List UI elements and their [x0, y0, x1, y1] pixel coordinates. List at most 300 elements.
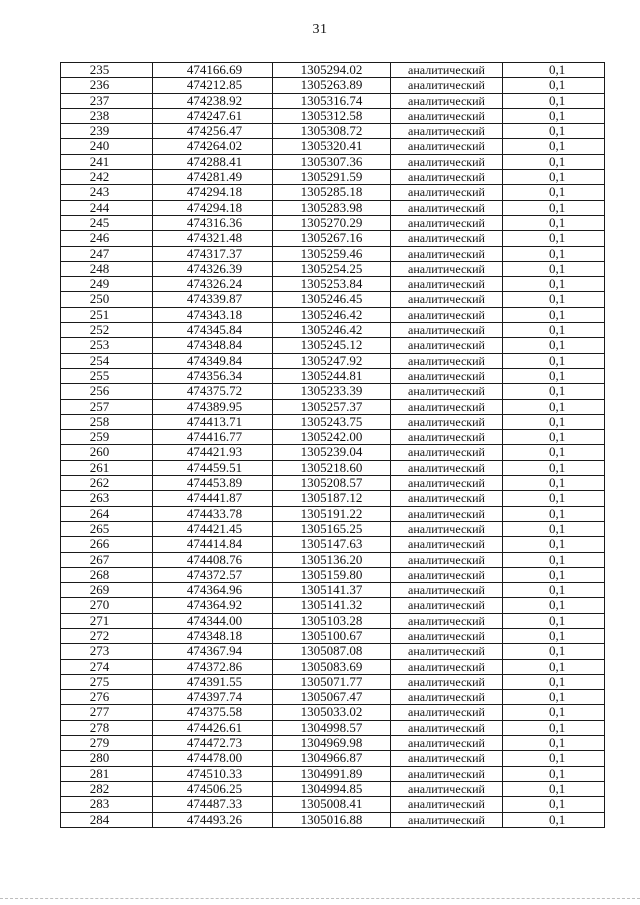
- method-cell: аналитический: [391, 414, 503, 429]
- accuracy-cell: 0,1: [503, 736, 605, 751]
- method-cell: аналитический: [391, 445, 503, 460]
- x-coordinate-cell: 474472.73: [153, 736, 273, 751]
- method-cell: аналитический: [391, 628, 503, 643]
- x-coordinate-cell: 474397.74: [153, 690, 273, 705]
- method-cell: аналитический: [391, 613, 503, 628]
- point-number-cell: 280: [61, 751, 153, 766]
- point-number-cell: 257: [61, 399, 153, 414]
- table-row: [61, 200, 605, 215]
- table-row: [61, 323, 605, 338]
- x-coordinate-cell: 474345.84: [153, 323, 273, 338]
- y-coordinate-cell: 1304969.98: [273, 736, 391, 751]
- point-number-cell: 262: [61, 476, 153, 491]
- table-row: [61, 170, 605, 185]
- method-cell: аналитический: [391, 797, 503, 812]
- point-number-cell: 269: [61, 583, 153, 598]
- accuracy-cell: 0,1: [503, 323, 605, 338]
- accuracy-cell: 0,1: [503, 384, 605, 399]
- accuracy-cell: 0,1: [503, 353, 605, 368]
- y-coordinate-cell: 1304966.87: [273, 751, 391, 766]
- table-row: [61, 246, 605, 261]
- x-coordinate-cell: 474413.71: [153, 414, 273, 429]
- point-number-cell: 264: [61, 506, 153, 521]
- y-coordinate-cell: 1304998.57: [273, 720, 391, 735]
- table-row: [61, 261, 605, 276]
- method-cell: аналитический: [391, 766, 503, 781]
- table-row: [61, 215, 605, 230]
- x-coordinate-cell: 474416.77: [153, 430, 273, 445]
- accuracy-cell: 0,1: [503, 613, 605, 628]
- accuracy-cell: 0,1: [503, 277, 605, 292]
- page-number: 31: [312, 22, 328, 37]
- accuracy-cell: 0,1: [503, 506, 605, 521]
- method-cell: аналитический: [391, 384, 503, 399]
- accuracy-cell: 0,1: [503, 414, 605, 429]
- y-coordinate-cell: 1305253.84: [273, 277, 391, 292]
- table-row: [61, 552, 605, 567]
- x-coordinate-cell: 474453.89: [153, 476, 273, 491]
- accuracy-cell: 0,1: [503, 399, 605, 414]
- accuracy-cell: 0,1: [503, 215, 605, 230]
- x-coordinate-cell: 474294.18: [153, 200, 273, 215]
- method-cell: аналитический: [391, 674, 503, 689]
- accuracy-cell: 0,1: [503, 307, 605, 322]
- x-coordinate-cell: 474166.69: [153, 63, 273, 78]
- y-coordinate-cell: 1305187.12: [273, 491, 391, 506]
- coordinates-table: [60, 62, 605, 828]
- y-coordinate-cell: 1305218.60: [273, 460, 391, 475]
- table-row: [61, 353, 605, 368]
- table-row: [61, 628, 605, 643]
- table-row: [61, 445, 605, 460]
- method-cell: аналитический: [391, 63, 503, 78]
- x-coordinate-cell: 474375.58: [153, 705, 273, 720]
- y-coordinate-cell: 1304994.85: [273, 781, 391, 796]
- method-cell: аналитический: [391, 215, 503, 230]
- method-cell: аналитический: [391, 323, 503, 338]
- accuracy-cell: 0,1: [503, 812, 605, 827]
- table-row: [61, 598, 605, 613]
- accuracy-cell: 0,1: [503, 583, 605, 598]
- accuracy-cell: 0,1: [503, 797, 605, 812]
- method-cell: аналитический: [391, 720, 503, 735]
- table-row: [61, 368, 605, 383]
- table-row: [61, 93, 605, 108]
- point-number-cell: 271: [61, 613, 153, 628]
- accuracy-cell: 0,1: [503, 63, 605, 78]
- accuracy-cell: 0,1: [503, 537, 605, 552]
- point-number-cell: 252: [61, 323, 153, 338]
- page-bottom-edge: [0, 898, 640, 899]
- y-coordinate-cell: 1305016.88: [273, 812, 391, 827]
- accuracy-cell: 0,1: [503, 170, 605, 185]
- y-coordinate-cell: 1305308.72: [273, 124, 391, 139]
- point-number-cell: 274: [61, 659, 153, 674]
- accuracy-cell: 0,1: [503, 628, 605, 643]
- accuracy-cell: 0,1: [503, 781, 605, 796]
- table-row: [61, 277, 605, 292]
- method-cell: аналитический: [391, 170, 503, 185]
- table-row: [61, 567, 605, 582]
- y-coordinate-cell: 1305307.36: [273, 154, 391, 169]
- accuracy-cell: 0,1: [503, 720, 605, 735]
- accuracy-cell: 0,1: [503, 521, 605, 536]
- accuracy-cell: 0,1: [503, 139, 605, 154]
- point-number-cell: 245: [61, 215, 153, 230]
- accuracy-cell: 0,1: [503, 338, 605, 353]
- y-coordinate-cell: 1305067.47: [273, 690, 391, 705]
- method-cell: аналитический: [391, 598, 503, 613]
- method-cell: аналитический: [391, 812, 503, 827]
- x-coordinate-cell: 474459.51: [153, 460, 273, 475]
- table-row: [61, 78, 605, 93]
- x-coordinate-cell: 474356.34: [153, 368, 273, 383]
- x-coordinate-cell: 474343.18: [153, 307, 273, 322]
- accuracy-cell: 0,1: [503, 430, 605, 445]
- table-row: [61, 399, 605, 414]
- y-coordinate-cell: 1305263.89: [273, 78, 391, 93]
- y-coordinate-cell: 1305239.04: [273, 445, 391, 460]
- table-row: [61, 537, 605, 552]
- x-coordinate-cell: 474414.84: [153, 537, 273, 552]
- method-cell: аналитический: [391, 476, 503, 491]
- table-row: [61, 781, 605, 796]
- table-row: [61, 292, 605, 307]
- point-number-cell: 282: [61, 781, 153, 796]
- point-number-cell: 273: [61, 644, 153, 659]
- method-cell: аналитический: [391, 185, 503, 200]
- accuracy-cell: 0,1: [503, 690, 605, 705]
- x-coordinate-cell: 474321.48: [153, 231, 273, 246]
- x-coordinate-cell: 474339.87: [153, 292, 273, 307]
- accuracy-cell: 0,1: [503, 552, 605, 567]
- x-coordinate-cell: 474367.94: [153, 644, 273, 659]
- method-cell: аналитический: [391, 521, 503, 536]
- x-coordinate-cell: 474212.85: [153, 78, 273, 93]
- point-number-cell: 261: [61, 460, 153, 475]
- y-coordinate-cell: 1305165.25: [273, 521, 391, 536]
- method-cell: аналитический: [391, 537, 503, 552]
- accuracy-cell: 0,1: [503, 567, 605, 582]
- point-number-cell: 260: [61, 445, 153, 460]
- y-coordinate-cell: 1305243.75: [273, 414, 391, 429]
- accuracy-cell: 0,1: [503, 200, 605, 215]
- method-cell: аналитический: [391, 399, 503, 414]
- y-coordinate-cell: 1305100.67: [273, 628, 391, 643]
- method-cell: аналитический: [391, 430, 503, 445]
- y-coordinate-cell: 1305267.16: [273, 231, 391, 246]
- y-coordinate-cell: 1305141.32: [273, 598, 391, 613]
- method-cell: аналитический: [391, 644, 503, 659]
- method-cell: аналитический: [391, 659, 503, 674]
- accuracy-cell: 0,1: [503, 246, 605, 261]
- y-coordinate-cell: 1305246.42: [273, 307, 391, 322]
- x-coordinate-cell: 474375.72: [153, 384, 273, 399]
- table-row: [61, 720, 605, 735]
- x-coordinate-cell: 474493.26: [153, 812, 273, 827]
- point-number-cell: 283: [61, 797, 153, 812]
- method-cell: аналитический: [391, 261, 503, 276]
- x-coordinate-cell: 474316.36: [153, 215, 273, 230]
- method-cell: аналитический: [391, 690, 503, 705]
- x-coordinate-cell: 474238.92: [153, 93, 273, 108]
- method-cell: аналитический: [391, 567, 503, 582]
- y-coordinate-cell: 1305087.08: [273, 644, 391, 659]
- point-number-cell: 240: [61, 139, 153, 154]
- table-row: [61, 63, 605, 78]
- table-row: [61, 812, 605, 827]
- accuracy-cell: 0,1: [503, 705, 605, 720]
- y-coordinate-cell: 1305141.37: [273, 583, 391, 598]
- point-number-cell: 254: [61, 353, 153, 368]
- table-row: [61, 108, 605, 123]
- method-cell: аналитический: [391, 491, 503, 506]
- accuracy-cell: 0,1: [503, 292, 605, 307]
- y-coordinate-cell: 1305208.57: [273, 476, 391, 491]
- accuracy-cell: 0,1: [503, 445, 605, 460]
- x-coordinate-cell: 474372.57: [153, 567, 273, 582]
- y-coordinate-cell: 1305285.18: [273, 185, 391, 200]
- accuracy-cell: 0,1: [503, 659, 605, 674]
- accuracy-cell: 0,1: [503, 674, 605, 689]
- y-coordinate-cell: 1305294.02: [273, 63, 391, 78]
- method-cell: аналитический: [391, 154, 503, 169]
- point-number-cell: 281: [61, 766, 153, 781]
- y-coordinate-cell: 1305244.81: [273, 368, 391, 383]
- x-coordinate-cell: 474264.02: [153, 139, 273, 154]
- accuracy-cell: 0,1: [503, 368, 605, 383]
- point-number-cell: 235: [61, 63, 153, 78]
- y-coordinate-cell: 1305247.92: [273, 353, 391, 368]
- table-row: [61, 476, 605, 491]
- table-row: [61, 124, 605, 139]
- x-coordinate-cell: 474426.61: [153, 720, 273, 735]
- table-row: [61, 231, 605, 246]
- method-cell: аналитический: [391, 506, 503, 521]
- point-number-cell: 238: [61, 108, 153, 123]
- point-number-cell: 278: [61, 720, 153, 735]
- point-number-cell: 247: [61, 246, 153, 261]
- x-coordinate-cell: 474441.87: [153, 491, 273, 506]
- y-coordinate-cell: 1305312.58: [273, 108, 391, 123]
- y-coordinate-cell: 1305320.41: [273, 139, 391, 154]
- x-coordinate-cell: 474364.92: [153, 598, 273, 613]
- x-coordinate-cell: 474256.47: [153, 124, 273, 139]
- table-row: [61, 414, 605, 429]
- table-row: [61, 506, 605, 521]
- y-coordinate-cell: 1305283.98: [273, 200, 391, 215]
- y-coordinate-cell: 1305246.45: [273, 292, 391, 307]
- table-row: [61, 644, 605, 659]
- y-coordinate-cell: 1305083.69: [273, 659, 391, 674]
- x-coordinate-cell: 474391.55: [153, 674, 273, 689]
- method-cell: аналитический: [391, 292, 503, 307]
- point-number-cell: 268: [61, 567, 153, 582]
- y-coordinate-cell: 1305103.28: [273, 613, 391, 628]
- y-coordinate-cell: 1305008.41: [273, 797, 391, 812]
- accuracy-cell: 0,1: [503, 476, 605, 491]
- y-coordinate-cell: 1305291.59: [273, 170, 391, 185]
- table-row: [61, 430, 605, 445]
- coordinates-table-body: [61, 63, 605, 828]
- table-row: [61, 736, 605, 751]
- accuracy-cell: 0,1: [503, 766, 605, 781]
- point-number-cell: 242: [61, 170, 153, 185]
- y-coordinate-cell: 1305254.25: [273, 261, 391, 276]
- x-coordinate-cell: 474348.84: [153, 338, 273, 353]
- x-coordinate-cell: 474294.18: [153, 185, 273, 200]
- accuracy-cell: 0,1: [503, 93, 605, 108]
- method-cell: аналитический: [391, 705, 503, 720]
- point-number-cell: 272: [61, 628, 153, 643]
- accuracy-cell: 0,1: [503, 124, 605, 139]
- accuracy-cell: 0,1: [503, 154, 605, 169]
- method-cell: аналитический: [391, 108, 503, 123]
- x-coordinate-cell: 474433.78: [153, 506, 273, 521]
- table-row: [61, 154, 605, 169]
- point-number-cell: 249: [61, 277, 153, 292]
- method-cell: аналитический: [391, 368, 503, 383]
- y-coordinate-cell: 1305270.29: [273, 215, 391, 230]
- point-number-cell: 258: [61, 414, 153, 429]
- table-row: [61, 583, 605, 598]
- table-row: [61, 521, 605, 536]
- x-coordinate-cell: 474389.95: [153, 399, 273, 414]
- method-cell: аналитический: [391, 124, 503, 139]
- accuracy-cell: 0,1: [503, 78, 605, 93]
- x-coordinate-cell: 474364.96: [153, 583, 273, 598]
- y-coordinate-cell: 1305246.42: [273, 323, 391, 338]
- x-coordinate-cell: 474506.25: [153, 781, 273, 796]
- method-cell: аналитический: [391, 781, 503, 796]
- table-row: [61, 751, 605, 766]
- x-coordinate-cell: 474421.93: [153, 445, 273, 460]
- accuracy-cell: 0,1: [503, 460, 605, 475]
- x-coordinate-cell: 474510.33: [153, 766, 273, 781]
- x-coordinate-cell: 474349.84: [153, 353, 273, 368]
- point-number-cell: 284: [61, 812, 153, 827]
- table-row: [61, 139, 605, 154]
- point-number-cell: 276: [61, 690, 153, 705]
- point-number-cell: 253: [61, 338, 153, 353]
- point-number-cell: 255: [61, 368, 153, 383]
- x-coordinate-cell: 474317.37: [153, 246, 273, 261]
- method-cell: аналитический: [391, 736, 503, 751]
- method-cell: аналитический: [391, 353, 503, 368]
- y-coordinate-cell: 1305071.77: [273, 674, 391, 689]
- point-number-cell: 239: [61, 124, 153, 139]
- table-row: [61, 659, 605, 674]
- table-row: [61, 766, 605, 781]
- point-number-cell: 267: [61, 552, 153, 567]
- accuracy-cell: 0,1: [503, 231, 605, 246]
- x-coordinate-cell: 474247.61: [153, 108, 273, 123]
- method-cell: аналитический: [391, 307, 503, 322]
- table-row: [61, 705, 605, 720]
- x-coordinate-cell: 474281.49: [153, 170, 273, 185]
- y-coordinate-cell: 1305242.00: [273, 430, 391, 445]
- point-number-cell: 259: [61, 430, 153, 445]
- method-cell: аналитический: [391, 583, 503, 598]
- x-coordinate-cell: 474487.33: [153, 797, 273, 812]
- x-coordinate-cell: 474344.00: [153, 613, 273, 628]
- table-row: [61, 338, 605, 353]
- method-cell: аналитический: [391, 751, 503, 766]
- point-number-cell: 275: [61, 674, 153, 689]
- y-coordinate-cell: 1305159.80: [273, 567, 391, 582]
- method-cell: аналитический: [391, 460, 503, 475]
- x-coordinate-cell: 474421.45: [153, 521, 273, 536]
- point-number-cell: 250: [61, 292, 153, 307]
- y-coordinate-cell: 1305033.02: [273, 705, 391, 720]
- point-number-cell: 241: [61, 154, 153, 169]
- point-number-cell: 265: [61, 521, 153, 536]
- y-coordinate-cell: 1305316.74: [273, 93, 391, 108]
- table-row: [61, 797, 605, 812]
- point-number-cell: 266: [61, 537, 153, 552]
- method-cell: аналитический: [391, 552, 503, 567]
- point-number-cell: 279: [61, 736, 153, 751]
- method-cell: аналитический: [391, 200, 503, 215]
- table-row: [61, 384, 605, 399]
- method-cell: аналитический: [391, 93, 503, 108]
- y-coordinate-cell: 1305259.46: [273, 246, 391, 261]
- table-row: [61, 185, 605, 200]
- method-cell: аналитический: [391, 277, 503, 292]
- method-cell: аналитический: [391, 78, 503, 93]
- y-coordinate-cell: 1304991.89: [273, 766, 391, 781]
- method-cell: аналитический: [391, 338, 503, 353]
- accuracy-cell: 0,1: [503, 491, 605, 506]
- method-cell: аналитический: [391, 246, 503, 261]
- accuracy-cell: 0,1: [503, 108, 605, 123]
- point-number-cell: 256: [61, 384, 153, 399]
- y-coordinate-cell: 1305191.22: [273, 506, 391, 521]
- point-number-cell: 244: [61, 200, 153, 215]
- point-number-cell: 263: [61, 491, 153, 506]
- x-coordinate-cell: 474326.39: [153, 261, 273, 276]
- point-number-cell: 251: [61, 307, 153, 322]
- method-cell: аналитический: [391, 231, 503, 246]
- x-coordinate-cell: 474348.18: [153, 628, 273, 643]
- x-coordinate-cell: 474288.41: [153, 154, 273, 169]
- accuracy-cell: 0,1: [503, 261, 605, 276]
- y-coordinate-cell: 1305257.37: [273, 399, 391, 414]
- method-cell: аналитический: [391, 139, 503, 154]
- point-number-cell: 243: [61, 185, 153, 200]
- accuracy-cell: 0,1: [503, 598, 605, 613]
- y-coordinate-cell: 1305136.20: [273, 552, 391, 567]
- y-coordinate-cell: 1305233.39: [273, 384, 391, 399]
- accuracy-cell: 0,1: [503, 185, 605, 200]
- table-row: [61, 613, 605, 628]
- table-row: [61, 690, 605, 705]
- table-row: [61, 307, 605, 322]
- table-row: [61, 491, 605, 506]
- point-number-cell: 236: [61, 78, 153, 93]
- x-coordinate-cell: 474326.24: [153, 277, 273, 292]
- x-coordinate-cell: 474408.76: [153, 552, 273, 567]
- point-number-cell: 246: [61, 231, 153, 246]
- point-number-cell: 248: [61, 261, 153, 276]
- x-coordinate-cell: 474372.86: [153, 659, 273, 674]
- point-number-cell: 237: [61, 93, 153, 108]
- y-coordinate-cell: 1305245.12: [273, 338, 391, 353]
- accuracy-cell: 0,1: [503, 644, 605, 659]
- table-row: [61, 674, 605, 689]
- x-coordinate-cell: 474478.00: [153, 751, 273, 766]
- table-row: [61, 460, 605, 475]
